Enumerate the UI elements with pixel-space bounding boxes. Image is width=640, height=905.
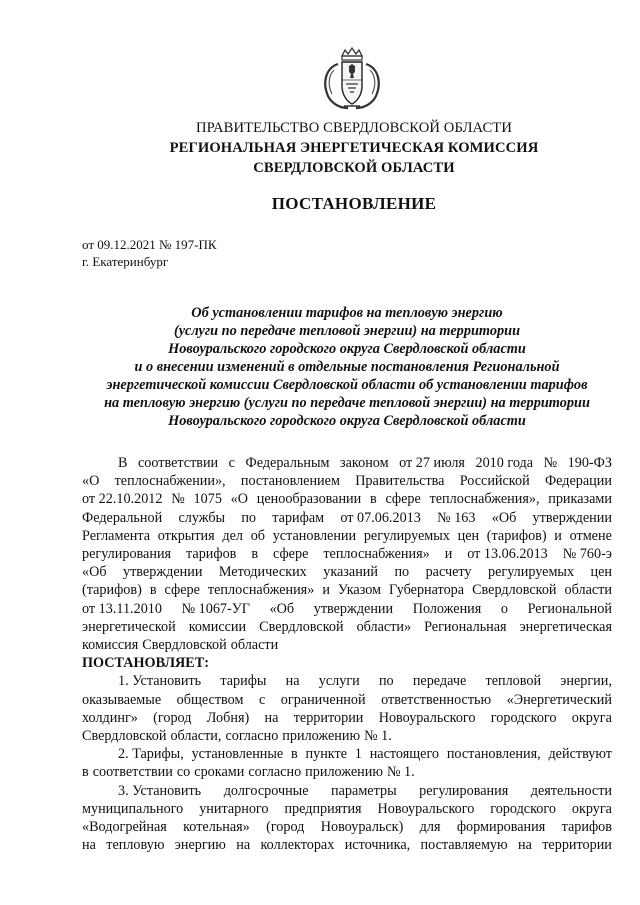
- body-word: в: [251, 546, 259, 563]
- body-word: оказываемые: [82, 691, 162, 708]
- body-line: [82, 672, 612, 690]
- body-word: в: [149, 582, 157, 599]
- body-word: утверждении: [123, 564, 203, 581]
- body-word: №: [171, 491, 185, 508]
- body-word: указаний: [323, 564, 378, 581]
- body-word: «Об: [491, 509, 517, 526]
- subject-line: на тепловую энергию (услуги по передаче тепловой энергии) на территории: [104, 395, 590, 411]
- body-line: [82, 490, 612, 508]
- body-line: [82, 763, 612, 781]
- document-meta: [82, 236, 217, 270]
- body-line: [82, 581, 612, 599]
- body-word: Федеральной: [82, 509, 163, 526]
- body-word: от 27 июля: [399, 455, 465, 471]
- body-word: сфере: [385, 491, 421, 508]
- subject-line: Новоуральского городского округа Свердловской области: [168, 413, 526, 429]
- body-word: приложению: [282, 728, 361, 745]
- body-word: регулируемых: [487, 564, 575, 581]
- body-word: Российской: [459, 473, 530, 490]
- body-word: Свердловской: [142, 637, 227, 654]
- body-word: «О: [230, 491, 249, 508]
- body-line: [82, 600, 612, 618]
- body-word: утверждении: [313, 600, 394, 617]
- body-word: тарифов: [186, 546, 237, 563]
- body-word: Регламента: [82, 527, 151, 544]
- body-word: ответственностью: [381, 691, 492, 708]
- body-word: в: [82, 764, 89, 781]
- body-line: [82, 818, 612, 836]
- body-word: постановления,: [446, 746, 541, 763]
- body-word: деятельности: [530, 782, 612, 799]
- body-word: № 760-э: [562, 546, 612, 563]
- body-word: области: [230, 637, 279, 654]
- body-word: ценообразовании: [256, 491, 362, 508]
- body-word: 1: [354, 746, 362, 763]
- body-word: со: [176, 764, 191, 781]
- body-word: службы: [178, 509, 226, 526]
- body-word: услуги: [318, 673, 360, 690]
- body-word: № 163: [437, 509, 476, 526]
- body-word: Методических: [218, 564, 307, 581]
- body-word: «Об: [269, 600, 295, 617]
- body-word: параметры: [331, 782, 397, 799]
- body-word: (тарифов): [486, 527, 547, 544]
- body-word: холдинг»: [82, 709, 138, 726]
- body-word: Правительства: [355, 473, 445, 490]
- body-word: дел: [222, 527, 243, 544]
- body-word: и: [444, 546, 453, 563]
- body-word: пункте: [305, 746, 347, 763]
- coat-of-arms-icon: [318, 46, 386, 112]
- body-word: территории: [542, 837, 612, 854]
- document-subject: [82, 304, 612, 430]
- body-word: установленные: [191, 746, 284, 763]
- body-line: [82, 472, 612, 490]
- body-word: об: [250, 527, 265, 544]
- body-word: Региональной: [527, 600, 612, 617]
- body-word: котельная»: [183, 819, 250, 836]
- body-word: 3. Установить: [118, 782, 202, 799]
- body-word: Федерации: [544, 473, 612, 490]
- body-word: тепловую: [106, 837, 165, 854]
- body-word: по: [241, 509, 257, 526]
- body-line: [82, 836, 612, 854]
- body-word: тепловой: [485, 673, 542, 690]
- body-word: для: [419, 819, 441, 836]
- body-word: тарифы: [220, 673, 267, 690]
- body-word: 2010 года: [475, 455, 534, 471]
- body-word: 190-ФЗ: [567, 455, 612, 471]
- body-word: области: [564, 582, 612, 599]
- body-word: поставляемую: [420, 837, 508, 854]
- issuer-header: [0, 118, 640, 178]
- body-word: по: [378, 673, 394, 690]
- government-name: ПРАВИТЕЛЬСТВО СВЕРДЛОВСКОЙ ОБЛАСТИ: [196, 120, 512, 136]
- body-word: отмене: [569, 527, 612, 544]
- body-line: [82, 545, 612, 563]
- body-line: [82, 454, 612, 472]
- body-word: «Водогрейная: [82, 819, 167, 836]
- body-word: Губернатора: [389, 582, 465, 599]
- body-word: унитарного: [199, 800, 269, 817]
- body-word: постановлением: [240, 473, 340, 490]
- body-word: энергии,: [560, 673, 612, 690]
- body-word: от 07.06.2013: [340, 509, 421, 526]
- body-line: [82, 618, 612, 636]
- body-word: и: [322, 582, 330, 599]
- body-word: соответствии: [92, 764, 173, 781]
- body-word: (город: [153, 709, 192, 726]
- body-word: теплоснабжения»,: [429, 491, 540, 508]
- body-word: утверждении: [532, 509, 612, 526]
- subject-line: и о внесении изменений в отдельные постановления Региональной: [134, 359, 560, 375]
- body-word: цен: [457, 527, 480, 544]
- body-word: о: [500, 600, 508, 617]
- body-word: (тарифов): [82, 582, 142, 599]
- body-word: энергетической: [82, 618, 176, 635]
- body-word: согласно: [248, 764, 302, 781]
- body-word: №: [543, 455, 558, 471]
- body-word: сроками: [194, 764, 245, 781]
- body-word: обществом: [176, 691, 244, 708]
- body-word: округа: [571, 800, 612, 817]
- body-word: на: [264, 709, 279, 726]
- body-word: (город: [266, 819, 305, 836]
- body-word: № 1.: [364, 728, 392, 745]
- resolves-heading: [82, 654, 612, 672]
- body-line: [82, 745, 612, 763]
- body-word: территории: [293, 709, 364, 726]
- body-word: области,: [170, 728, 222, 745]
- body-word: «Об: [82, 564, 107, 581]
- body-line: [82, 782, 612, 800]
- body-word: предприятия: [284, 800, 362, 817]
- body-word: установлении: [272, 527, 357, 544]
- subject-line: Об установлении тарифов на тепловую энергию: [191, 305, 503, 321]
- body-word: тарифам: [272, 509, 325, 526]
- body-word: формирования: [456, 819, 546, 836]
- body-word: «Энергетический: [506, 691, 612, 708]
- body-word: теплоснабжения»: [323, 546, 430, 563]
- body-word: от 13.11.2010: [82, 600, 162, 617]
- body-word: области»: [356, 618, 412, 635]
- body-word: тарифов: [561, 819, 612, 836]
- body-word: согласно: [225, 728, 279, 745]
- body-word: и: [554, 527, 562, 544]
- document-type-title: ПОСТАНОВЛЕНИЕ: [271, 194, 437, 213]
- body-word: энергию: [174, 837, 226, 854]
- body-word: Новоуральск): [320, 819, 404, 836]
- body-word: 1075: [193, 491, 222, 508]
- body-word: Новоуральского: [377, 800, 475, 817]
- body-word: на: [236, 837, 251, 854]
- body-word: сфере: [164, 582, 200, 599]
- body-word: Федеральным: [245, 455, 330, 471]
- body-word: на: [285, 673, 300, 690]
- body-word: долгосрочные: [223, 782, 309, 799]
- body-line: [82, 800, 612, 818]
- body-word: комиссии: [188, 618, 247, 635]
- body-word: в: [370, 491, 377, 508]
- date-number: от 09.12.2021 № 197-ПК: [82, 237, 217, 252]
- body-word: муниципального: [82, 800, 184, 817]
- document-body: [82, 454, 612, 854]
- body-word: 2. Тарифы,: [118, 746, 184, 763]
- body-word: 1. Установить: [118, 673, 202, 690]
- body-word: комиссия: [82, 637, 139, 654]
- body-word: № 1067-УГ: [181, 600, 250, 617]
- body-word: действуют: [548, 746, 612, 763]
- body-word: Указом: [337, 582, 382, 599]
- body-word: настоящего: [369, 746, 440, 763]
- body-word: Свердловской: [472, 582, 557, 599]
- body-word: от 13.06.2013: [467, 546, 548, 563]
- body-word: регулирования: [82, 546, 172, 563]
- subject-line: (услуги по передаче тепловой энергии) на территории: [173, 323, 521, 339]
- body-word: в: [291, 746, 298, 763]
- body-line: [82, 509, 612, 527]
- body-word: по: [394, 564, 410, 581]
- body-line: [82, 727, 612, 745]
- body-word: Региональная: [424, 618, 507, 635]
- body-word: № 1.: [386, 764, 415, 781]
- body-word: приказами: [548, 491, 612, 508]
- body-word: приложению: [305, 764, 383, 781]
- body-word: от 22.10.2012: [82, 491, 163, 508]
- body-word: законом: [340, 455, 389, 471]
- body-word: на: [82, 837, 96, 854]
- body-word: передаче: [412, 673, 467, 690]
- body-word: коллекторах: [260, 837, 335, 854]
- body-word: сфере: [273, 546, 309, 563]
- city: г. Екатеринбург: [82, 254, 169, 269]
- commission-name-line-2: СВЕРДЛОВСКОЙ ОБЛАСТИ: [253, 160, 455, 176]
- body-word: с: [228, 455, 235, 471]
- body-word: Свердловской: [259, 618, 344, 635]
- body-line: [82, 709, 612, 727]
- subject-line: энергетической комиссии Свердловской области об установлении тарифов: [106, 377, 588, 393]
- body-word: В: [118, 455, 128, 471]
- body-word: энергетическая: [519, 618, 612, 635]
- body-word: теплоснабжения»: [207, 582, 315, 599]
- body-word: ПОСТАНОВЛЯЕТ:: [82, 655, 209, 672]
- body-word: Лобня): [206, 709, 250, 726]
- body-word: на: [517, 837, 532, 854]
- body-word: Положения: [412, 600, 482, 617]
- body-word: теплоснабжении»,: [114, 473, 226, 490]
- body-word: цен: [590, 564, 612, 581]
- body-word: регулирования: [419, 782, 509, 799]
- body-word: городского: [490, 800, 556, 817]
- body-word: Свердловской: [82, 728, 167, 745]
- body-line: [82, 636, 612, 654]
- body-word: расчету: [425, 564, 472, 581]
- body-word: городского: [490, 709, 557, 726]
- body-word: ограниченной: [280, 691, 366, 708]
- subject-line: Новоуральского городского округа Свердловской области: [168, 341, 526, 357]
- body-word: соответствии: [137, 455, 219, 471]
- commission-name-line-1: РЕГИОНАЛЬНАЯ ЭНЕРГЕТИЧЕСКАЯ КОМИССИЯ: [169, 140, 539, 156]
- body-word: «О: [82, 473, 100, 490]
- body-word: регулируемых: [363, 527, 450, 544]
- body-word: открытия: [157, 527, 215, 544]
- body-word: Новоуральского: [378, 709, 476, 726]
- body-word: источника,: [344, 837, 411, 854]
- body-line: [82, 527, 612, 545]
- body-word: округа: [571, 709, 612, 726]
- body-line: [82, 691, 612, 709]
- body-word: с: [258, 691, 266, 708]
- body-line: [82, 563, 612, 581]
